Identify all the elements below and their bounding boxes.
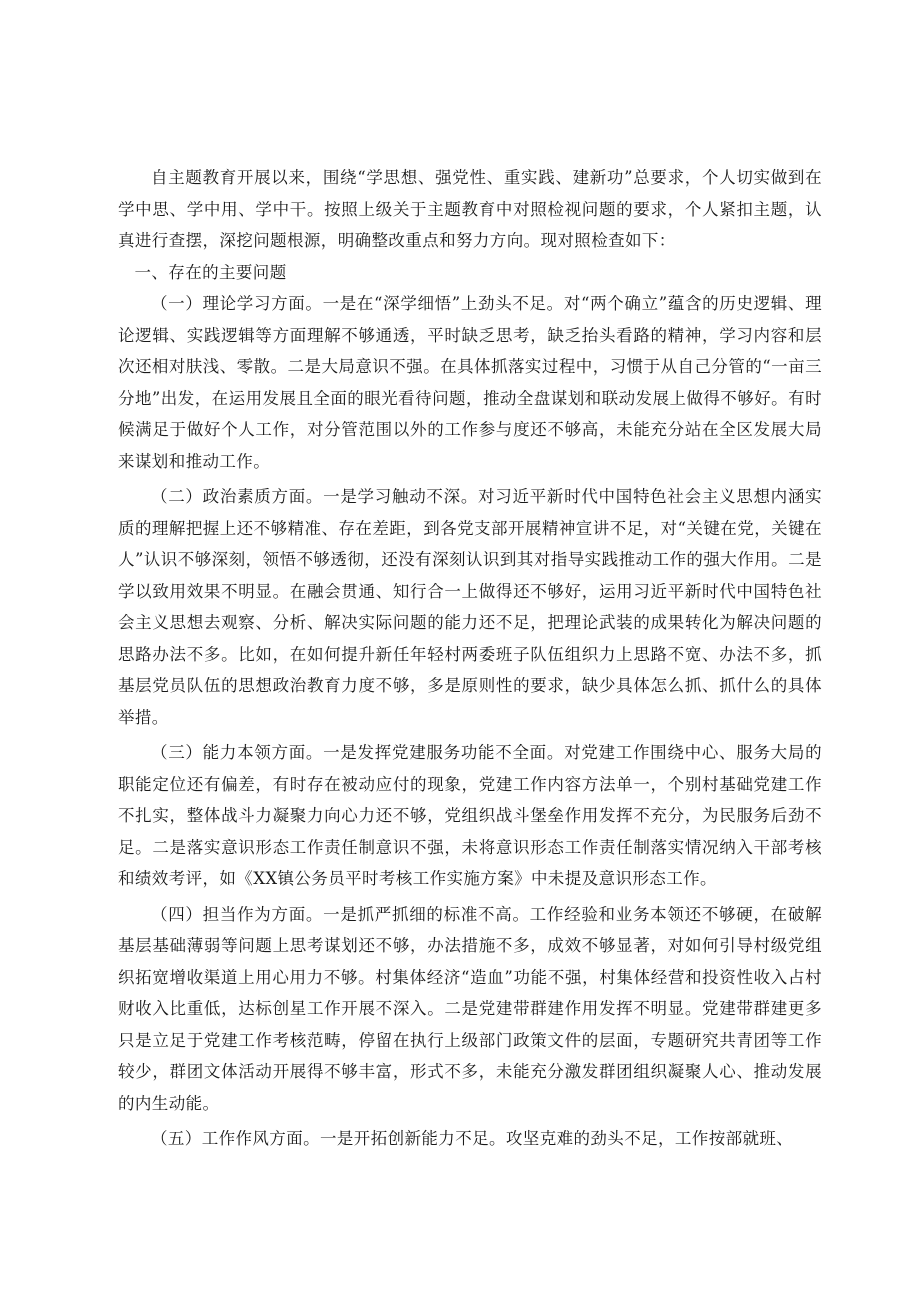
intro-paragraph: 自主题教育开展以来，围绕“学思想、强党性、重实践、建新功”总要求，个人切实做到在学中思、学中用、学中干。按照上级关于主题教育中对照检视问题的要求，个人紧扣主题，认真进行查摆，深挖问题根源，明确整改重点和努力方向。现对照检查如下： (118, 168, 822, 250)
paragraph-responsibility: （四）担当作为方面。一是抓严抓细的标准不高。工作经验和业务本领还不够硬，在破解基层基础薄弱等问题上思考谋划还不够，办法措施不多，成效不够显著，对如何引导村级党组织拓宽增收渠道上用心用力不够。村集体经济“造血”功能不强，村集体经营和投资性收入占村财收入比重低，达标创星工作开展不深入。二是党建带群建作用发挥不明显。党建带群建更多只是立足于党建工作考核范畴，停留在执行上级部门政策文件的层面，专题研究共青团等工作较少，群团文体活动开展得不够丰富，形式不多，未能充分激发群团组织凝聚人心、推动发展的内生动能。 (118, 904, 822, 1113)
section-heading: 一、存在的主要问题 (134, 262, 287, 282)
paragraph-work-style: （五）工作作风方面。一是开拓创新能力不足。攻坚克难的劲头不足，工作按部就班、 (151, 1129, 794, 1148)
paragraph-theory-study: （一）理论学习方面。一是在“深学细悟”上劲头不足。对“两个确立”蕴含的历史逻辑、理论逻辑、实践逻辑等方面理解不够通透，平时缺乏思考，缺乏抬头看路的精神，学习内容和层次还相对肤浅、零散。二是大局意识不强。在具体抓落实过程中，习惯于从自己分管的“一亩三分地”出发，在运用发展且全面的眼光看待问题，推动全盘谋划和联动发展上做得不够好。有时候满足于做好个人工作，对分管范围以外的工作参与度还不够高，未能充分站在全区发展大局来谋划和推动工作。 (118, 294, 822, 471)
paragraph-political-quality: （二）政治素质方面。一是学习触动不深。对习近平新时代中国特色社会主义思想内涵实质的理解把握上还不够精准、存在差距，到各党支部开展精神宣讲不足，对“关键在党，关键在人”认识不够深刻，领悟不够透彻，还没有深刻认识到其对指导实践推动工作的强大作用。二是学以致用效果不明显。在融会贯通、知行合一上做得还不够好，运用习近平新时代中国特色社会主义思想去观察、分析、解决实际问题的能力还不足，把理论武装的成果转化为解决问题的思路办法不多。比如，在如何提升新任年轻村两委班子队伍组织力上思路不宽、办法不多，抓基层党员队伍的思想政治教育力度不够，多是原则性的要求，缺少具体怎么抓、抓什么的具体举措。 (118, 487, 822, 727)
paragraph-ability: （三）能力本领方面。一是发挥党建服务功能不全面。对党建工作围绕中心、服务大局的职能定位还有偏差，有时存在被动应付的现象，党建工作内容方法单一，个别村基础党建工作不扎实，整体战斗力凝聚力向心力还不够，党组织战斗堡垒作用发挥不充分，为民服务后劲不足。二是落实意识形态工作责任制意识不强，未将意识形态工作责任制落实情况纳入干部考核和绩效考评，如《XX镇公务员平时考核工作实施方案》中未提及意识形态工作。 (118, 743, 822, 888)
document-page (118, 162, 822, 1155)
